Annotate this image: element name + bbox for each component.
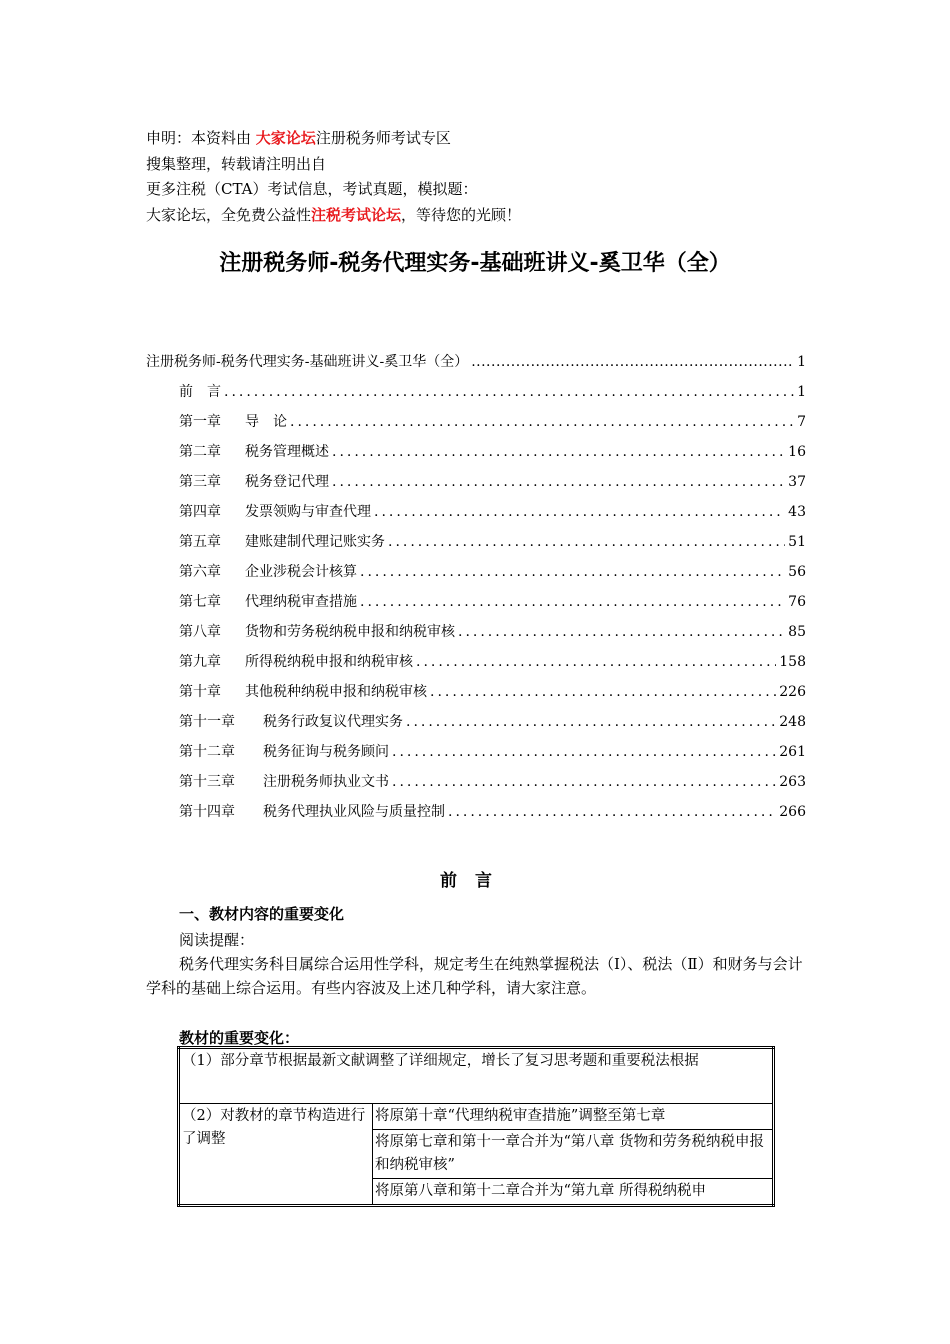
toc-main-label: 注册税务师-税务代理实务-基础班讲义-奚卫华（全） — [146, 354, 469, 370]
toc-page: 263 — [779, 774, 806, 790]
toc-leader-dots — [290, 412, 794, 432]
toc-leader-dots — [448, 802, 776, 822]
toc-page: 261 — [779, 744, 806, 760]
toc-chapter-name: 发票领购与审查代理 — [245, 504, 371, 520]
toc-entry[interactable] — [179, 562, 806, 582]
changes-table — [177, 1046, 775, 1207]
table-cell: （1）部分章节根据最新文献调整了详细规定，增长了复习思考题和重要税法根据 — [179, 1048, 774, 1104]
toc-page: 7 — [797, 414, 806, 430]
toc-chapter-name: 税务征询与税务顾问 — [263, 744, 389, 760]
toc-chapter-name: 税务管理概述 — [245, 444, 329, 460]
toc-entry[interactable] — [179, 442, 806, 462]
toc-entry[interactable] — [179, 652, 806, 672]
table-row — [179, 1104, 774, 1130]
toc-chapter: 前 言 — [179, 384, 221, 400]
toc-page: 56 — [788, 564, 806, 580]
toc-page: 226 — [779, 684, 806, 700]
preface-paragraph: 税务代理实务科目属综合运用性学科，规定考生在纯熟掌握税法（Ⅰ）、税法（Ⅱ）和财务与会计学科的基础上综合运用。有些内容波及上述几种学科，请大家注意。 — [146, 955, 803, 997]
toc-chapter-name: 税务登记代理 — [245, 474, 329, 490]
toc-entry[interactable] — [179, 742, 806, 762]
cta-forum-link[interactable]: 注税考试论坛 — [311, 205, 402, 224]
toc-chapter-name: 税务代理执业风险与质量控制 — [263, 804, 445, 820]
preface-title: 前言 — [440, 871, 510, 891]
toc-entry[interactable] — [179, 712, 806, 732]
toc-chapter: 第八章 — [179, 624, 221, 640]
toc-page: 76 — [788, 594, 806, 610]
toc-chapter: 第十章 — [179, 684, 221, 700]
toc-page: 248 — [779, 714, 806, 730]
toc-leader-dots — [406, 712, 776, 732]
notice-line-1: 申明：本资料由 大家论坛注册税务师考试专区 — [146, 129, 451, 147]
toc-chapter-name: 建账建制代理记账实务 — [245, 534, 385, 550]
table-label: 教材的重要变化： — [179, 1029, 300, 1047]
toc-entry[interactable] — [179, 382, 806, 402]
toc-chapter-name: 其他税种纳税申报和纳税审核 — [245, 684, 427, 700]
toc-entry[interactable] — [179, 412, 806, 432]
toc-chapter: 第十一章 — [179, 714, 235, 730]
toc-leader-dots — [416, 652, 776, 672]
toc-leader-dots — [332, 472, 785, 492]
toc-page: 16 — [788, 444, 806, 460]
table-cell: 将原第八章和第十二章合并为“第九章 所得税纳税申 — [373, 1179, 774, 1206]
notice-line-2: 搜集整理，转载请注明出自 — [146, 154, 327, 173]
toc-entry[interactable] — [179, 772, 806, 792]
notice-line-3: 更多注税（CTA）考试信息，考试真题，模拟题： — [146, 180, 478, 198]
section-heading: 一、教材内容的重要变化 — [179, 905, 345, 923]
toc-page: 1 — [797, 384, 806, 400]
notice-line-4: 大家论坛，全免费公益性注税考试论坛，等待您的光顾！ — [146, 205, 522, 224]
toc-leader-dots — [360, 562, 785, 582]
table-cell: （2）对教材的章节构造进行了调整 — [179, 1104, 373, 1206]
toc-entry[interactable] — [179, 592, 806, 612]
toc-leader-dots — [392, 772, 776, 792]
toc-leader-dots — [471, 352, 794, 372]
toc-entry[interactable] — [179, 622, 806, 642]
toc-page: 158 — [779, 654, 806, 670]
toc-chapter: 第一章 — [179, 414, 221, 430]
toc-chapter: 第三章 — [179, 474, 221, 490]
toc-chapter-name: 导 论 — [245, 414, 287, 430]
toc-chapter: 第九章 — [179, 654, 221, 670]
document-title: 注册税务师-税务代理实务-基础班讲义-奚卫华（全） — [219, 251, 731, 276]
source-notice — [146, 126, 521, 228]
toc-main-page: 1 — [797, 354, 806, 370]
toc-chapter: 第六章 — [179, 564, 221, 580]
toc-chapter: 第十二章 — [179, 744, 235, 760]
table-cell: 将原第七章和第十一章合并为“第八章 货物和劳务税纳税申报和纳税审核” — [373, 1130, 774, 1179]
toc-chapter: 第七章 — [179, 594, 221, 610]
toc-leader-dots — [374, 502, 785, 522]
toc-chapter: 第十四章 — [179, 804, 235, 820]
toc-leader-dots — [392, 742, 776, 762]
toc-leader-dots — [360, 592, 785, 612]
toc-chapter-name: 所得税纳税申报和纳税审核 — [245, 654, 413, 670]
toc-page: 266 — [779, 804, 806, 820]
toc-page: 85 — [788, 624, 806, 640]
toc-page: 51 — [788, 534, 806, 550]
toc-entry[interactable] — [179, 682, 806, 702]
toc-chapter: 第五章 — [179, 534, 221, 550]
toc-page: 37 — [788, 474, 806, 490]
toc-chapter-name: 代理纳税审查措施 — [245, 594, 357, 610]
toc-chapter-name: 税务行政复议代理实务 — [263, 714, 403, 730]
toc-leader-dots — [224, 382, 794, 402]
toc-chapter-name: 注册税务师执业文书 — [263, 774, 389, 790]
table-row — [179, 1048, 774, 1104]
toc-entry[interactable] — [179, 502, 806, 522]
table-cell: 将原第十章“代理纳税审查措施”调整至第七章 — [373, 1104, 774, 1130]
toc-chapter: 第二章 — [179, 444, 221, 460]
forum-link[interactable]: 大家论坛 — [255, 129, 316, 147]
toc-chapter: 第四章 — [179, 504, 221, 520]
toc-entry[interactable] — [179, 532, 806, 552]
toc-page: 43 — [788, 504, 806, 520]
toc-entry[interactable] — [179, 472, 806, 492]
toc-chapter-name: 货物和劳务税纳税申报和纳税审核 — [245, 624, 455, 640]
toc-chapter: 第十三章 — [179, 774, 235, 790]
toc-entry[interactable] — [179, 802, 806, 822]
toc-main-entry[interactable] — [146, 352, 806, 372]
reading-tip: 阅读提醒： — [179, 931, 255, 949]
toc-leader-dots — [388, 532, 785, 552]
toc-leader-dots — [458, 622, 785, 642]
toc-leader-dots — [430, 682, 776, 702]
toc-leader-dots — [332, 442, 785, 462]
toc-chapter-name: 企业涉税会计核算 — [245, 564, 357, 580]
